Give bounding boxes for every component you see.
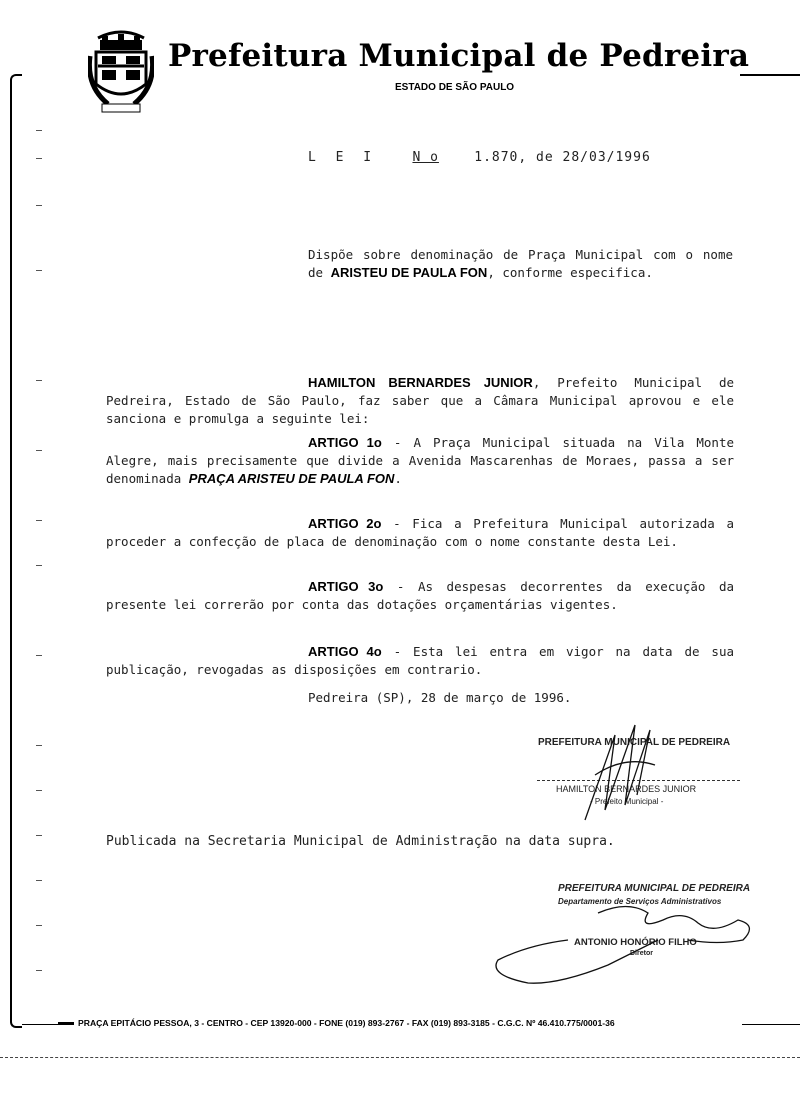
stamp-signer-role: Diretor xyxy=(630,950,653,957)
footer-rule-left xyxy=(22,1024,58,1025)
article-2 xyxy=(106,515,734,551)
signature-org: PREFEITURA MUNICIPAL DE PEDREIRA xyxy=(538,737,731,748)
mayor-name: HAMILTON BERNARDES JUNIOR xyxy=(308,375,533,390)
publication-note: Publicada na Secretaria Municipal de Administração na data supra. xyxy=(106,834,615,849)
state-subtitle: ESTADO DE SÃO PAULO xyxy=(395,82,515,93)
summary-text-end: , conforme especifica. xyxy=(487,265,653,280)
law-title xyxy=(308,150,651,165)
summary-text: Dispõe sobre denominação de Praça Municipal com o nome de xyxy=(308,247,733,280)
stamp-department: Departamento de Serviços Administrativos xyxy=(558,897,722,906)
article-label: ARTIGO 4o xyxy=(308,644,382,659)
stamp-org: PREFEITURA MUNICIPAL DE PEDREIRA xyxy=(558,883,751,894)
article-label: ARTIGO 1o xyxy=(308,435,382,450)
footer-address: PRAÇA EPITÁCIO PESSOA, 3 - CENTRO - CEP 13920-000 - FONE (019) 893-2767 - FAX (019) 893-3185 - C.G.C. Nº 46.410.775/0001-36 xyxy=(78,1018,615,1028)
handwritten-signature-mayor xyxy=(575,715,665,825)
article-3 xyxy=(106,578,734,614)
place-date: Pedreira (SP), 28 de março de 1996. xyxy=(308,690,572,705)
law-summary xyxy=(308,246,733,282)
preamble-text: , Prefeito Municipal de Pedreira, Estado de São Paulo, faz saber que a Câmara Municipal aprovou e ele sanciona e promulga a seguinte lei: xyxy=(106,375,734,426)
article-4 xyxy=(106,643,734,679)
article-text: - A Praça Municipal situada na Vila Monte Alegre, mais precisamente que divide a Avenida Mascarenhas de Moraes, passa a ser denominada xyxy=(106,435,735,486)
article-text: - Fica a Prefeitura Municipal autorizada a proceder a confecção de placa de denominação com o nome constante desta Lei. xyxy=(106,516,734,549)
city-seal-logo xyxy=(88,26,154,118)
article-label: ARTIGO 2o xyxy=(308,516,382,531)
article-text: - Esta lei entra em vigor na data de sua publicação, revogadas as disposições em contrario. xyxy=(106,644,734,677)
article-label: ARTIGO 3o xyxy=(308,579,384,594)
header-rule xyxy=(740,74,800,76)
summary-name: ARISTEU DE PAULA FON xyxy=(330,265,488,280)
preamble xyxy=(106,374,734,428)
article-text-end: . xyxy=(394,471,402,486)
article-emphasis: PRAÇA ARISTEU DE PAULA FON xyxy=(188,471,395,486)
signer-role: - Prefeito Municipal - xyxy=(590,797,664,806)
left-margin-bracket xyxy=(10,74,22,1028)
article-text: - As despesas decorrentes da execução da presente lei correrão por conta das dotações orçamentárias vigentes. xyxy=(106,579,734,612)
footer-arrow xyxy=(58,1022,74,1025)
law-number-label: N o xyxy=(412,150,439,165)
signer-name: HAMILTON BERNARDES JUNIOR xyxy=(556,784,697,794)
handwritten-signature-director xyxy=(488,895,763,990)
law-number: 1.870, de 28/03/1996 xyxy=(474,150,651,165)
bottom-scan-noise xyxy=(0,1057,800,1059)
law-prefix: L E I xyxy=(308,150,378,165)
article-1 xyxy=(106,434,734,488)
footer-rule-right xyxy=(742,1024,800,1025)
stamp-signer-name: ANTONIO HONÓRIO FILHO xyxy=(574,937,697,948)
page-title: Prefeitura Municipal de Pedreira xyxy=(168,38,750,74)
